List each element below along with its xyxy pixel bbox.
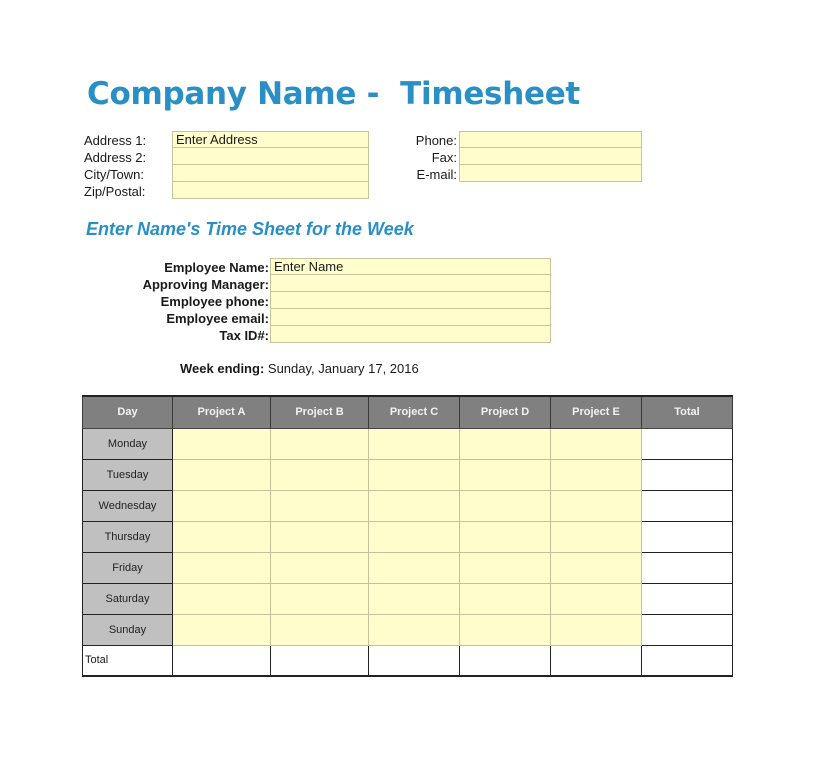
header-day: Day (83, 396, 173, 428)
column-total-cell (173, 645, 271, 676)
hours-cell[interactable] (271, 428, 369, 459)
employee-email-field[interactable] (270, 309, 551, 326)
total-label: Total (83, 645, 173, 676)
day-label: Thursday (83, 521, 173, 552)
zip-field[interactable] (172, 182, 369, 199)
day-label: Tuesday (83, 459, 173, 490)
total-row (83, 645, 733, 676)
hours-cell[interactable] (369, 490, 460, 521)
hours-cell[interactable] (271, 552, 369, 583)
zip-label: Zip/Postal: (84, 184, 146, 199)
hours-cell[interactable] (173, 552, 271, 583)
employee-phone-field[interactable] (270, 292, 551, 309)
header-project-e: Project E (551, 396, 642, 428)
city-label: City/Town: (84, 167, 144, 182)
hours-cell[interactable] (173, 583, 271, 614)
employee-name-label: Employee Name: (164, 260, 269, 275)
address1-field[interactable]: Enter Address (172, 131, 369, 148)
hours-cell[interactable] (271, 521, 369, 552)
tax-id-field[interactable] (270, 326, 551, 343)
day-label: Friday (83, 552, 173, 583)
hours-cell[interactable] (551, 459, 642, 490)
address2-field[interactable] (172, 148, 369, 165)
hours-cell[interactable] (460, 521, 551, 552)
day-label: Sunday (83, 614, 173, 645)
hours-cell[interactable] (460, 583, 551, 614)
hours-cell[interactable] (551, 552, 642, 583)
hours-cell[interactable] (369, 552, 460, 583)
city-field[interactable] (172, 165, 369, 182)
row-total-cell (642, 552, 733, 583)
address-labels (84, 132, 172, 200)
table-row (83, 459, 733, 490)
row-total-cell (642, 459, 733, 490)
hours-cell[interactable] (173, 490, 271, 521)
approving-manager-field[interactable] (270, 275, 551, 292)
column-total-cell (369, 645, 460, 676)
row-total-cell (642, 428, 733, 459)
table-row (83, 614, 733, 645)
timesheet-table (82, 395, 733, 677)
hours-cell[interactable] (271, 490, 369, 521)
week-ending (180, 361, 419, 376)
employee-name-field[interactable]: Enter Name (270, 258, 551, 275)
day-label: Saturday (83, 583, 173, 614)
hours-cell[interactable] (460, 428, 551, 459)
hours-cell[interactable] (551, 521, 642, 552)
column-total-cell (460, 645, 551, 676)
hours-cell[interactable] (551, 428, 642, 459)
hours-cell[interactable] (551, 490, 642, 521)
row-total-cell (642, 490, 733, 521)
phone-label: Phone: (415, 133, 457, 148)
header-project-d: Project D (460, 396, 551, 428)
page-title: Company Name - Timesheet (87, 76, 580, 112)
hours-cell[interactable] (369, 521, 460, 552)
fax-field[interactable] (459, 148, 642, 165)
contact-labels (400, 132, 457, 183)
table-row (83, 583, 733, 614)
approving-manager-label: Approving Manager: (142, 277, 269, 292)
header-project-b: Project B (271, 396, 369, 428)
hours-cell[interactable] (460, 552, 551, 583)
hours-cell[interactable] (271, 583, 369, 614)
hours-cell[interactable] (551, 583, 642, 614)
table-row (83, 490, 733, 521)
header-project-a: Project A (173, 396, 271, 428)
hours-cell[interactable] (460, 459, 551, 490)
hours-cell[interactable] (271, 614, 369, 645)
address1-label: Address 1: (84, 133, 147, 148)
week-ending-value[interactable]: Sunday, January 17, 2016 (267, 361, 419, 376)
hours-cell[interactable] (460, 490, 551, 521)
table-row (83, 552, 733, 583)
day-label: Wednesday (83, 490, 173, 521)
employee-phone-label: Employee phone: (160, 294, 269, 309)
table-header-row (83, 396, 733, 428)
table-row (83, 428, 733, 459)
email-label: E-mail: (416, 167, 457, 182)
hours-cell[interactable] (460, 614, 551, 645)
employee-fields (270, 258, 551, 343)
phone-field[interactable] (459, 131, 642, 148)
hours-cell[interactable] (173, 521, 271, 552)
hours-cell[interactable] (271, 459, 369, 490)
hours-cell[interactable] (173, 459, 271, 490)
column-total-cell (551, 645, 642, 676)
row-total-cell (642, 583, 733, 614)
address-fields (172, 131, 369, 199)
email-field[interactable] (459, 165, 642, 182)
tax-id-label: Tax ID#: (219, 328, 269, 343)
row-total-cell (642, 521, 733, 552)
fax-label: Fax: (431, 150, 457, 165)
hours-cell[interactable] (369, 614, 460, 645)
day-label: Monday (83, 428, 173, 459)
hours-cell[interactable] (173, 428, 271, 459)
column-total-cell (271, 645, 369, 676)
hours-cell[interactable] (369, 428, 460, 459)
contact-fields (459, 131, 642, 182)
employee-email-label: Employee email: (166, 311, 269, 326)
week-ending-label: Week ending: (180, 361, 265, 376)
hours-cell[interactable] (551, 614, 642, 645)
table-row (83, 521, 733, 552)
row-total-cell (642, 614, 733, 645)
hours-cell[interactable] (369, 459, 460, 490)
section-subtitle: Enter Name's Time Sheet for the Week (86, 219, 414, 239)
header-project-c: Project C (369, 396, 460, 428)
hours-cell[interactable] (173, 614, 271, 645)
header-total: Total (642, 396, 733, 428)
grand-total-cell (642, 645, 733, 676)
address2-label: Address 2: (84, 150, 147, 165)
employee-labels (120, 259, 269, 344)
hours-cell[interactable] (369, 583, 460, 614)
